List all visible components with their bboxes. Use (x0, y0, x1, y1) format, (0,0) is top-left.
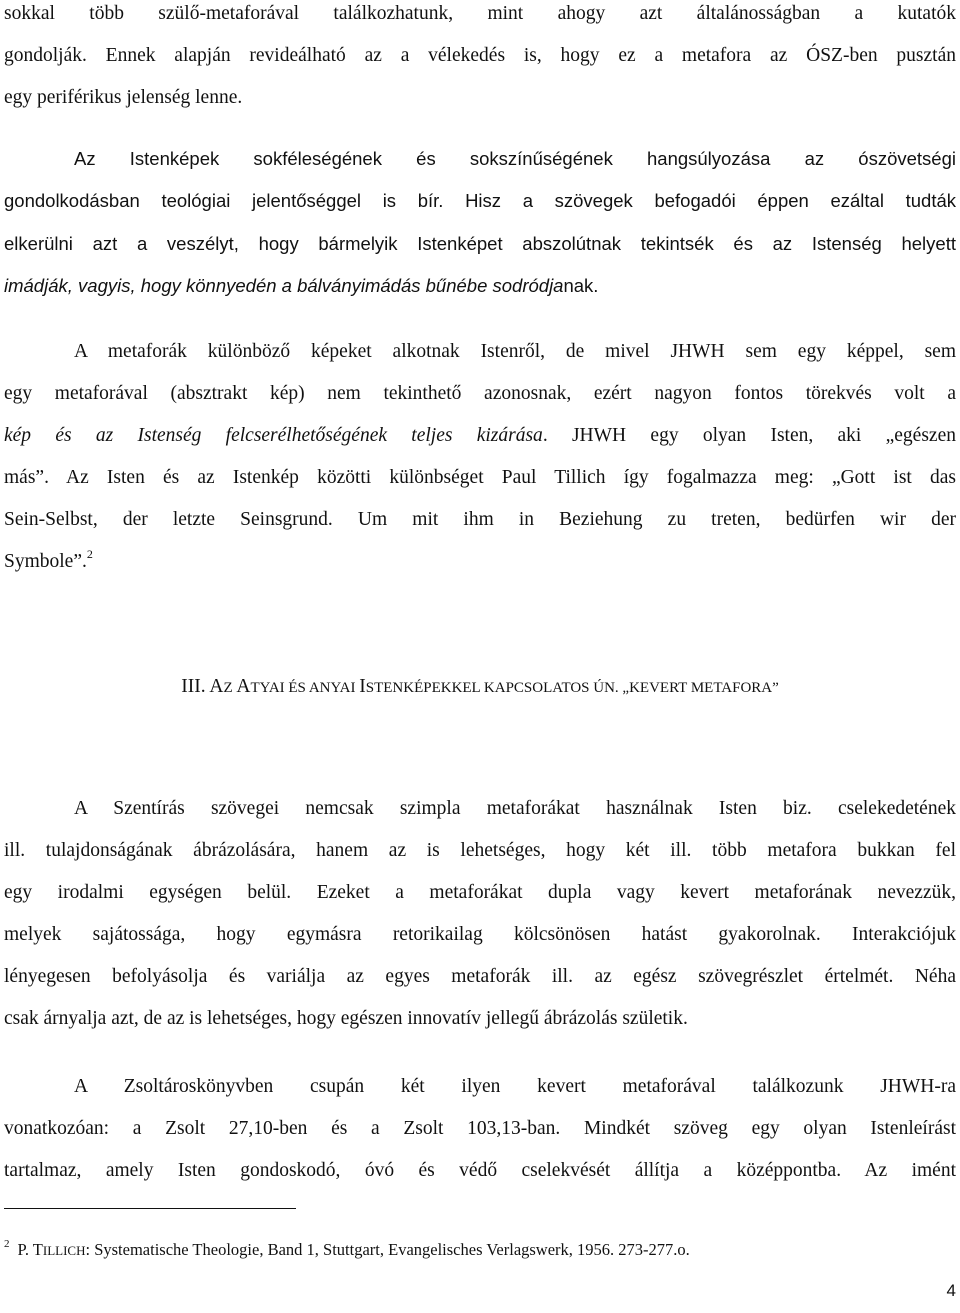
text-line: egy irodalmi egységen belül. Ezeket a metaforákat dupla vagy kevert metaforának nevezzük, (4, 882, 956, 903)
text-line (4, 265, 956, 308)
text-line: egy periférikus jelenség lenne. (4, 87, 243, 108)
heading-cap: A (236, 676, 251, 697)
text-line: más”. Az Isten és az Istenkép közötti különbséget Paul Tillich így fogalmazza meg: „Gott ist das (4, 467, 956, 488)
text-line (4, 415, 956, 457)
paragraph-3 (4, 331, 956, 584)
heading-cap: A (209, 676, 224, 697)
text-span: Hisz a szövegek befogadói éppen ezáltal tudták (443, 190, 956, 211)
text-span: Symbole”. (4, 551, 87, 572)
section-heading (0, 672, 960, 703)
section-numeral: III. (181, 676, 210, 697)
page-number: 4 (946, 1281, 956, 1300)
text-line: A Szentírás szövegei nemcsak szimpla metaforákat használnak Isten biz. cselekedetének (74, 798, 956, 819)
footnote-author-smallcaps: ILLICH (42, 1243, 86, 1258)
text-span: gondolkodásban teológiai jelentőséggel is bír. (4, 190, 444, 211)
footnote-text: : Systematische Theologie, Band 1, Stuttgart, Evangelisches Verlagswerk, 1956. 273-277.o. (85, 1240, 690, 1259)
text-line: egy metaforával (absztrakt kép) nem tekinthető azonosnak, ezért nagyon fontos törekvés volt a (4, 383, 956, 404)
heading-smallcaps: TYAI ÉS ANYAI (250, 680, 360, 696)
heading-cap: I (359, 676, 366, 697)
text-line: Sein-Selbst, der letzte Seinsgrund. Um mit ihm in Beziehung zu treten, bedürfen wir der (4, 509, 956, 530)
text-line: A metaforák különböző képeket alkotnak Istenről, de mivel JHWH sem egy képpel, sem (74, 341, 956, 362)
text-span: nak. (563, 275, 599, 296)
text-line: gondolják. Ennek alapján revideálható az a vélekedés is, hogy ez a metafora az ÓSZ-ben pusztán (4, 45, 956, 66)
text-line: melyek sajátossága, hogy egymásra retorikailag kölcsönösen hatást gyakorolnak. Interakciójuk (4, 924, 956, 945)
footnote-separator (4, 1208, 296, 1209)
text-line: csak árnyalja azt, de az is lehetséges, hogy egészen innovatív jellegű ábrázolás születik. (4, 1008, 688, 1029)
paragraph-1 (4, 0, 956, 119)
text-span: . JHWH egy olyan Isten, aki „egészen (542, 425, 956, 446)
footnote-number: 2 (4, 1238, 10, 1250)
italic-text: kép és az Istenség felcserélhetőségének teljes kizárása (4, 425, 543, 446)
footnote-author-cap: P. T (17, 1240, 43, 1259)
footnote (4, 1238, 690, 1264)
footnote-reference[interactable]: 2 (86, 547, 93, 561)
text-line: sokkal több szülő-metaforával találkozhatunk, mint ahogy azt általánosságban a kutatók (4, 3, 956, 24)
text-line: ill. tulajdonságának ábrázolására, hanem az is lehetséges, hogy két ill. több metafora bukkan fel (4, 840, 956, 861)
text-line: Az Istenképek sokféleségének és sokszínűségének hangsúlyozása az ószövetségi (74, 148, 956, 169)
italic-text: imádják, vagyis, hogy könnyedén a bálványimádás bűnébe sodródja (4, 275, 564, 296)
text-line: A Zsoltároskönyvben csupán két ilyen kevert metaforával találkozunk JHWH-ra (74, 1076, 956, 1097)
text-line: vonatkozóan: a Zsolt 27,10-ben és a Zsolt 103,13-ban. Mindkét szöveg egy olyan Istenleírást (4, 1118, 956, 1139)
heading-smallcaps: Z (223, 680, 237, 696)
paragraph-2 (4, 138, 956, 308)
text-line (4, 541, 956, 584)
paragraph-4 (4, 788, 956, 1040)
heading-smallcaps: STENKÉPEKKEL KAPCSOLATOS ÚN. „KEVERT METAFORA” (365, 680, 779, 696)
text-line: tartalmaz, amely Isten gondoskodó, óvó és védő cselekvését állítja a középpontba. Az imént (4, 1160, 956, 1181)
paragraph-5 (4, 1066, 956, 1192)
text-line: elkerülni azt a veszélyt, hogy bármelyik Istenképet abszolútnak tekintsék és az Istenség helyett (4, 233, 956, 254)
text-line: lényegesen befolyásolja és variálja az egyes metaforák ill. az egész szövegrészlet értelmét. Néha (4, 966, 956, 987)
text-line (4, 180, 956, 223)
